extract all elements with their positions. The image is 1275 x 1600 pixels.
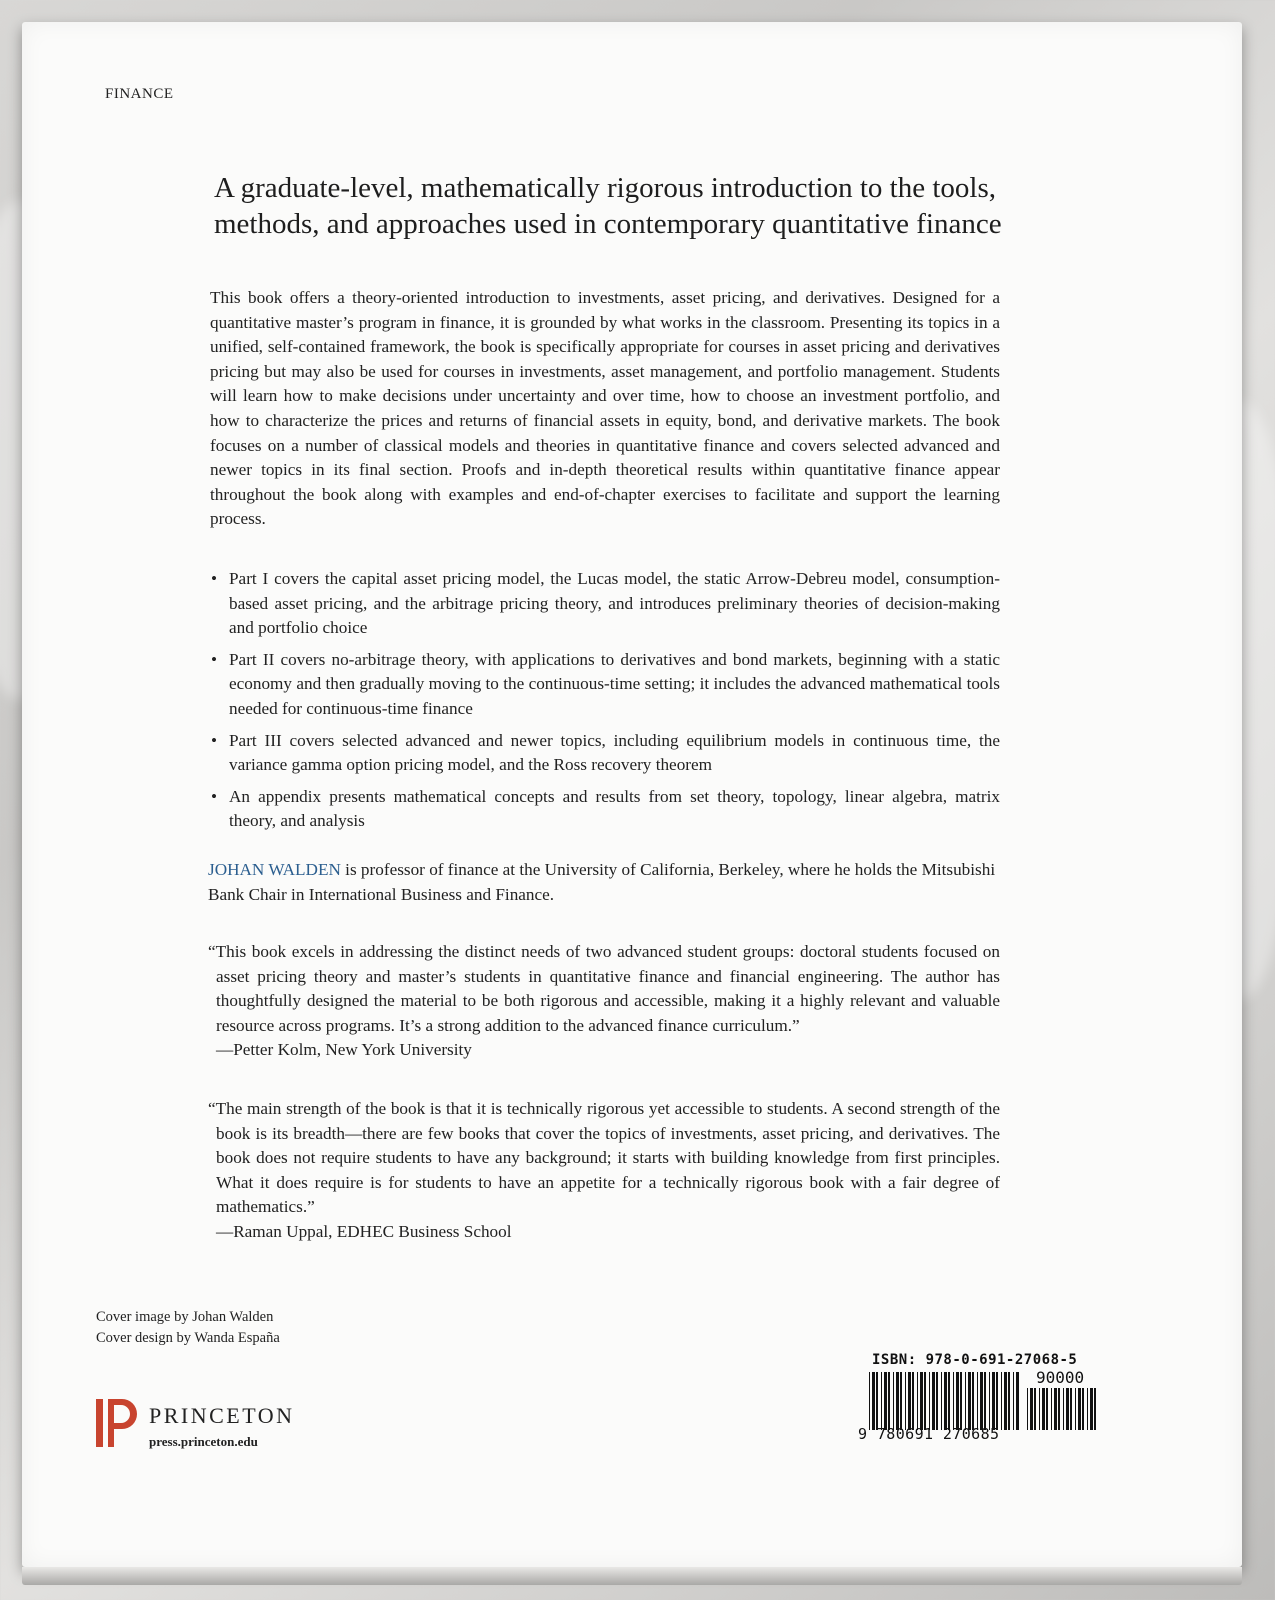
barcode-bar <box>884 1372 887 1430</box>
quote-text: “The main strength of the book is that it is technically rigorous yet accessible to students. A second strength of the book is its breadth—there are few books that cover the topics of investments, asset pricing, and derivatives. The book does not require students to have any background; it starts with building knowledge from first principles. What it does require is for students to have an appetite for a technically rigorous book with a fair degree of mathematics.” <box>208 1099 1000 1217</box>
barcode-bar <box>893 1372 894 1430</box>
barcode-bar <box>1034 1388 1036 1430</box>
barcode-bar <box>1075 1388 1076 1430</box>
endorsement-quote <box>208 940 1000 1063</box>
barcode-addon <box>1026 1388 1101 1430</box>
barcode-bar <box>1087 1388 1088 1430</box>
barcode-bar <box>1004 1372 1007 1430</box>
cover-image-credit: Cover image by Johan Walden <box>96 1309 274 1325</box>
barcode-bar <box>896 1372 899 1430</box>
bullet-icon: • <box>211 569 218 588</box>
barcode-bar <box>876 1372 878 1430</box>
barcode-bar <box>1008 1372 1010 1430</box>
list-item-text: Part II covers no-arbitrage theory, with applications to derivatives and bond markets, beginning with a static economy and then gradually moving to the continuous-time setting; it includes the advanced mathematical tools needed for continuous-time finance <box>229 649 1000 718</box>
author-bio-text: is professor of finance at the University of California, Berkeley, where he holds the Mitsubishi Bank Chair in International Business and Finance. <box>208 860 996 904</box>
author-name: JOHAN WALDEN <box>208 860 341 879</box>
publisher-name: PRINCETON <box>149 1403 295 1428</box>
barcode-bar <box>992 1372 995 1430</box>
barcode-bar <box>1016 1372 1019 1430</box>
barcode-bar <box>968 1372 971 1430</box>
endorsement-quote <box>208 1097 1000 1245</box>
book-back-cover <box>22 22 1242 1567</box>
barcode-bar <box>881 1372 882 1430</box>
barcode-bar <box>1046 1388 1048 1430</box>
barcode-bar <box>989 1372 990 1430</box>
barcode-bar <box>1039 1388 1040 1430</box>
barcode-bar <box>888 1372 890 1430</box>
barcode-bar <box>1042 1388 1045 1430</box>
parts-list <box>210 567 1000 841</box>
list-item <box>210 648 1000 722</box>
quote-attribution: —Raman Uppal, EDHEC Business School <box>216 1221 512 1241</box>
barcode-bar <box>972 1372 974 1430</box>
barcode-bar <box>936 1372 938 1430</box>
barcode-bar <box>905 1372 906 1430</box>
barcode-bar <box>1001 1372 1002 1430</box>
barcode-bar <box>1078 1388 1081 1430</box>
barcode-bar <box>1090 1388 1093 1430</box>
barcode-bar <box>965 1372 966 1430</box>
barcode-bar <box>1013 1372 1014 1430</box>
barcode-bar <box>1082 1388 1084 1430</box>
bullet-icon: • <box>211 730 218 750</box>
barcode-bar <box>1058 1388 1060 1430</box>
barcode-bar <box>956 1372 959 1430</box>
barcode-bar <box>917 1372 918 1430</box>
barcode-bar <box>908 1372 911 1430</box>
author-bio <box>208 858 1000 907</box>
barcode-bar <box>1094 1388 1096 1430</box>
list-item <box>210 729 1000 778</box>
cover-design-credit: Cover design by Wanda España <box>96 1330 280 1346</box>
barcode-bar <box>929 1372 930 1430</box>
cover-credits <box>96 1307 280 1349</box>
list-item <box>210 567 1000 641</box>
barcode-bar <box>960 1372 962 1430</box>
barcode-bar <box>924 1372 926 1430</box>
category-label: FINANCE <box>105 86 174 102</box>
barcode-bar <box>996 1372 998 1430</box>
bullet-icon: • <box>211 786 218 806</box>
quote-attribution: —Petter Kolm, New York University <box>216 1040 472 1060</box>
barcode-bar <box>1027 1388 1028 1430</box>
book-bottom-edge <box>22 1567 1242 1585</box>
quote-text: “This book excels in addressing the distinct needs of two advanced student groups: doctoral students focused on asset pricing theory and master’s students in quantitative finance and financial engineering. The author has thoughtfully designed the material to be both rigorous and accessible, making it a highly relevant and valuable resource across programs. It’s a strong addition to the advanced finance curriculum.” <box>208 942 1000 1035</box>
barcode-bar <box>953 1372 954 1430</box>
barcode-bar <box>1030 1388 1033 1430</box>
barcode-bar <box>932 1372 935 1430</box>
barcode-bar <box>1054 1388 1057 1430</box>
barcode-bar <box>1063 1388 1064 1430</box>
barcode-main <box>868 1372 1020 1430</box>
barcode-bar <box>948 1372 950 1430</box>
barcode-digits: 9 780691 270685 <box>858 1425 1000 1443</box>
headline: A graduate-level, mathematically rigorous introduction to the tools, methods, and approaches used in contemporary quantitative finance <box>214 172 1002 240</box>
barcode-bar <box>941 1372 942 1430</box>
barcode-bar <box>872 1372 875 1430</box>
list-item-text: An appendix presents mathematical concepts and results from set theory, topology, linear algebra, matrix theory, and analysis <box>229 786 1000 831</box>
barcode-bar <box>912 1372 914 1430</box>
barcode-bar <box>984 1372 986 1430</box>
book-description: This book offers a theory-oriented introduction to investments, asset pricing, and derivatives. Designed for a quantitative master’s program in finance, it is grounded by what works in the classroom. Presenting its topics in a unified, self-contained framework, the book is specifically appropriate for courses in asset pricing and derivatives pricing but may also be used for courses in investments, asset management, and portfolio management. Students will learn how to make decisions under uncertainty and over time, how to choose an investment portfolio, and how to characterize the prices and returns of financial assets in equity, bond, and derivative markets. The book focuses on a number of classical models and theories in quantitative finance and covers selected advanced and newer topics in its final section. Proofs and in-depth theoretical results within quantitative finance appear throughout the book along with examples and end-of-chapter exercises to facilitate and support the learning process. <box>210 288 1000 529</box>
princeton-press-logo-icon <box>94 1397 140 1449</box>
barcode-bar <box>980 1372 983 1430</box>
list-item-text: Part III covers selected advanced and newer topics, including equilibrium models in continuous time, the variance gamma option pricing model, and the Ross recovery theorem <box>229 730 1000 775</box>
bullet-icon: • <box>211 649 218 669</box>
price-code: 90000 <box>1036 1368 1085 1387</box>
barcode-bar <box>920 1372 923 1430</box>
publisher-url: press.princeton.edu <box>149 1434 258 1449</box>
barcode-bar <box>869 1372 870 1430</box>
barcode-bar <box>1070 1388 1072 1430</box>
barcode-bar <box>1051 1388 1052 1430</box>
list-item-text: Part I covers the capital asset pricing model, the Lucas model, the static Arrow-Debreu model, consumption-based asset pricing, and the arbitrage pricing theory, and introduces preliminary theories of decision-making and portfolio choice <box>229 569 1000 638</box>
list-item <box>210 785 1000 834</box>
barcode-bar <box>977 1372 978 1430</box>
barcode-bar <box>900 1372 902 1430</box>
barcode-bar <box>944 1372 947 1430</box>
isbn-label: ISBN: 978-0-691-27068-5 <box>872 1352 1078 1368</box>
barcode-bar <box>1066 1388 1069 1430</box>
